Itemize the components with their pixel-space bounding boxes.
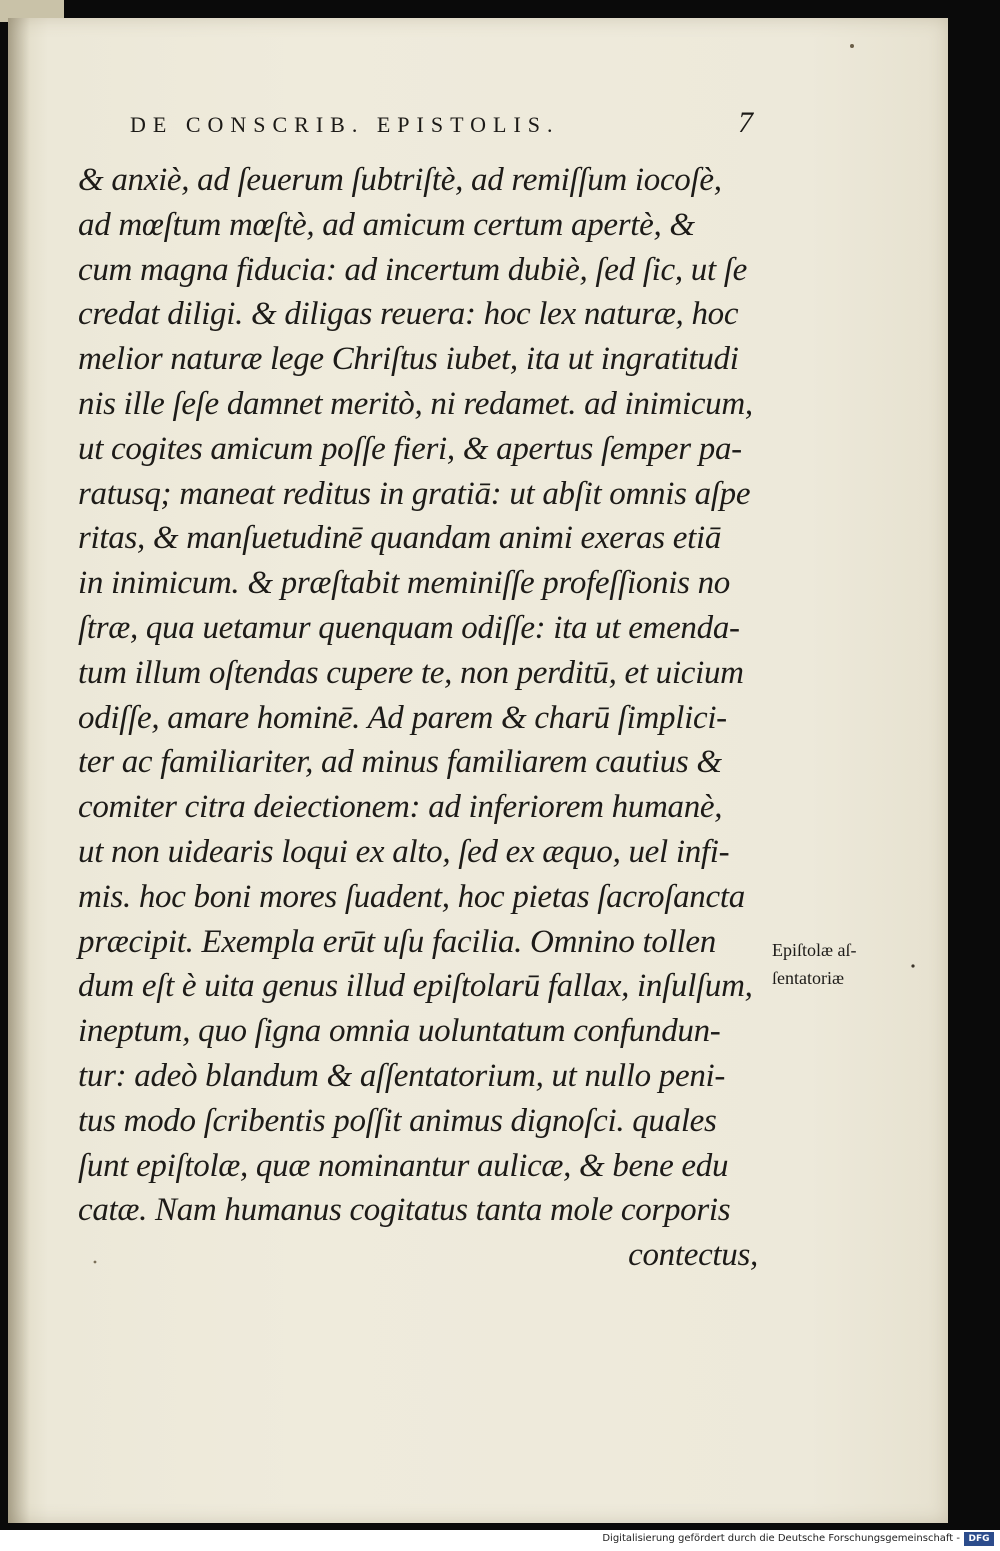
marginal-note-line: ſentatoriæ — [772, 968, 844, 988]
text-line: comiter citra deiectionem: ad inferiorem humanè, — [78, 789, 723, 826]
text-line: dum eſt è uita genus illud epiſtolarū fallax, inſulſum, — [78, 968, 753, 1005]
text-line: tum illum oſtendas cupere te, non perditū, et uicium — [78, 654, 744, 691]
funding-credit: Digitalisierung gefördert durch die Deutsche Forschungsgemeinschaft - — [602, 1533, 960, 1544]
marginal-note-line: Epiſtolæ aſ- — [772, 940, 857, 960]
text-line: præcipit. Exempla erūt uſu facilia. Omnino tollen — [78, 923, 716, 960]
text-line: ſunt epiſtolæ, quæ nominantur aulicæ, & bene edu — [78, 1147, 729, 1184]
text-line: ritas, & manſuetudinē quandam animi exeras etiā — [78, 520, 722, 557]
text-line: ter ac familiariter, ad minus familiarem cautius & — [78, 744, 722, 781]
text-line: ad mœſtum mœſtè, ad amicum certum apertè, & — [78, 206, 695, 243]
text-line: melior naturæ lege Chriſtus iubet, ita ut ingratitudi — [78, 341, 739, 378]
text-line: in inimicum. & præſtabit meminiſſe profeſſionis no — [78, 565, 731, 602]
text-line: tus modo ſcribentis poſſit animus dignoſci. quales — [78, 1102, 717, 1139]
text-line: mis. hoc boni mores ſuadent, hoc pietas ſacroſancta — [78, 878, 745, 915]
text-line: nis ille ſeſe damnet meritò, ni redamet. ad inimicum, — [78, 385, 753, 422]
catchword: contectus, — [628, 1237, 758, 1274]
text-line: credat diligi. & diligas reuera: hoc lex naturæ, hoc — [78, 296, 739, 333]
text-line: ut cogites amicum poſſe fieri, & apertus ſemper pa- — [78, 430, 742, 467]
text-line: ut non uidearis loqui ex alto, ſed ex æquo, uel infi- — [78, 833, 730, 870]
text-line: ratusq; maneat reditus in gratiā: ut abſit omnis aſpe — [78, 475, 751, 512]
text-line: tur: adeò blandum & aſſentatorium, ut nullo peni- — [78, 1057, 726, 1094]
text-line: cum magna fiducia: ad incertum dubiè, ſed ſic, ut ſe — [78, 251, 748, 288]
ink-speck — [850, 44, 854, 48]
digitization-footer — [0, 1530, 1000, 1551]
running-head: DE CONSCRIB. EPISTOLIS. — [130, 112, 560, 137]
dfg-logo-icon: DFG — [964, 1532, 994, 1546]
page-number: 7 — [738, 106, 753, 139]
text-line: ſtræ, qua uetamur quenquam odiſſe: ita ut emenda- — [78, 609, 740, 646]
text-line: & anxiè, ad ſeuerum ſubtriſtè, ad remiſſum iocoſè, — [78, 162, 722, 198]
text-line: ineptum, quo ſigna omnia uoluntatum confundun- — [78, 1013, 721, 1050]
text-line: catæ. Nam humanus cogitatus tanta mole corporis — [78, 1192, 731, 1229]
text-line: odiſſe, amare hominē. Ad parem & charū ſimplici- — [78, 699, 727, 736]
ink-speck — [911, 964, 914, 967]
ink-speck — [94, 1261, 97, 1264]
